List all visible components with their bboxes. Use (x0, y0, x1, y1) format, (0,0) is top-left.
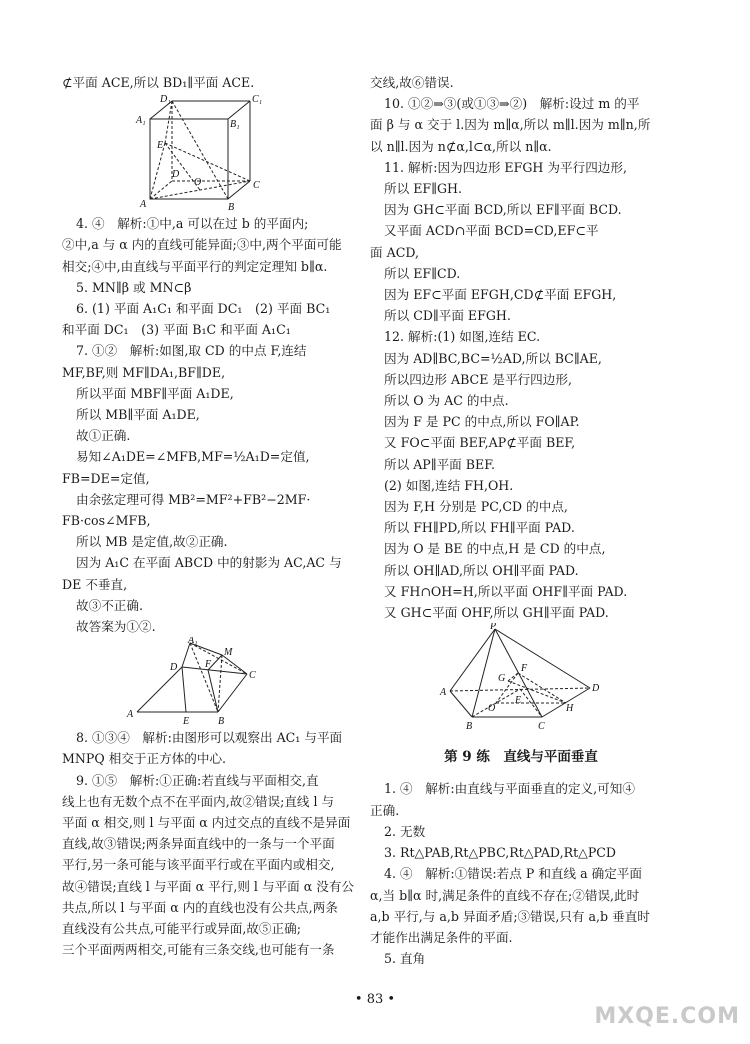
text-line: 又平面 ACD∩平面 BCD=CD,EF⊂平 (384, 223, 599, 239)
pyramid-label: O (488, 703, 496, 715)
wedge-label: B (218, 716, 225, 728)
wedge-label: F (205, 659, 212, 671)
text-line: 5. 直角 (384, 951, 426, 967)
text-line: 11. 解析:因为四边形 EFGH 为平行四边形, (384, 159, 627, 175)
pyramid-label: D (592, 683, 600, 695)
text-line: MNPQ 相交于正方体的中心. (62, 751, 227, 767)
text-line: 以 n∥l.因为 n⊄α,l⊂α,所以 n∥α. (370, 138, 552, 154)
text-line: 因为 GH⊂平面 BCD,所以 EF∥平面 BCD. (384, 202, 622, 218)
text-line: 因为 A₁C 在平面 ABCD 中的射影为 AC,AC 与 (76, 555, 342, 571)
cube-label: D₁ (160, 94, 171, 106)
pyramid-label: E (515, 695, 522, 707)
text-line: 交线,故⑥错误. (370, 75, 454, 90)
text-line: 6. (1) 平面 A₁C₁ 和平面 DC₁ (2) 平面 BC₁ (76, 301, 331, 317)
pyramid-figure (370, 623, 672, 733)
text-line: 4. ④ 解析:①错误:若点 P 和直线 a 确定平面 (384, 866, 642, 882)
wedge-label: C (249, 670, 256, 682)
text-line: 8. ①③④ 解析:由图形可以观察出 AC₁ 与平面 (76, 730, 343, 746)
cube-label: E (157, 140, 164, 152)
text-line: 1. ④ 解析:由直线与平面垂直的定义,可知④ (384, 781, 635, 797)
text-line: 5. MN∥β 或 MN⊂β (76, 279, 192, 295)
text-line: 共点,所以 l 与平面 α 内的直线也没有公共点,两条 (62, 899, 338, 915)
text-line: 所以 MB∥平面 A₁DE, (76, 407, 200, 423)
text-line: 2. 无数 (384, 823, 426, 839)
text-line: 所以 EF∥CD. (384, 265, 461, 281)
text-line: a,b 平行,与 a,b 异面矛盾;③错误,只有 a,b 垂直时 (370, 908, 650, 924)
text-line: 正确. (370, 802, 400, 818)
text-line: 7. ①② 解析:如图,取 CD 的中点 F,连结 (76, 343, 307, 359)
text-line: 又 FH∩OH=H,所以平面 OHF∥平面 PAD. (384, 583, 628, 599)
cube-label: B (228, 202, 235, 214)
text-line: 因为 F 是 PC 的中点,所以 FO∥AP. (384, 414, 580, 430)
text-line: ⊄平面 ACE,所以 BD₁∥平面 ACE. (62, 75, 255, 90)
text-line: 和平面 DC₁ (3) 平面 B₁C 和平面 A₁C₁ (62, 322, 291, 338)
cube-figure (62, 93, 354, 213)
text-line: 所以 OH∥AD,所以 OH∥平面 PAD. (384, 562, 579, 578)
text-line: 直线没有公共点,可能平行或异面,故⑤正确; (62, 921, 301, 937)
text-line: 因为 F,H 分别是 PC,CD 的中点, (384, 499, 568, 515)
text-line: (2) 如图,连结 FH,OH. (384, 477, 514, 493)
watermark: MXQE.COM (594, 1004, 740, 1029)
text-line: 所以 O 为 AC 的中点. (384, 393, 509, 409)
text-line: 面 β 与 α 交于 l.因为 m∥α,所以 m∥l.因为 m∥n,所 (370, 117, 651, 133)
text-line: 又 GH⊂平面 OHF,所以 GH∥平面 PAD. (384, 605, 609, 621)
cube-label: B₁ (230, 119, 240, 131)
text-line: ②中,a 与 α 内的直线可能异面;③中,两个平面可能 (62, 237, 342, 253)
text-line: α,当 b∥α 时,满足条件的直线不存在;②错误,此时 (370, 887, 640, 903)
cube-label: A (140, 199, 147, 211)
text-line: 相交;④中,由直线与平面平行的判定定理知 b∥α. (62, 258, 328, 274)
text-line: 所以 AP∥平面 BEF. (384, 456, 495, 472)
text-line: 12. 解析:(1) 如图,连结 EC. (384, 329, 541, 345)
left-column (62, 72, 354, 961)
cube-label: C₁ (252, 94, 263, 106)
text-line: 才能作出满足条件的平面. (370, 929, 513, 945)
text-line: 故④错误;直线 l 与平面 α 平行,则 l 与平面 α 没有公 (62, 878, 355, 894)
pyramid-label: H (566, 703, 574, 715)
text-line: 所以平面 MBF∥平面 A₁DE, (76, 385, 234, 401)
pyramid-label: B (466, 721, 473, 733)
text-line: 所以四边形 ABCE 是平行四边形, (384, 371, 572, 387)
text-line: FB·cos∠MFB, (62, 513, 151, 529)
cube-label: O (194, 177, 202, 189)
section-title: 第 9 练 直线与平面垂直 (444, 749, 598, 766)
cube-label: D (172, 169, 180, 181)
text-line: 因为 EF⊂平面 EFGH,CD⊄平面 EFGH, (384, 287, 617, 303)
text-line: 平面 α 相交,则 l 与平面 α 内过交点的直线不是异面 (62, 815, 351, 831)
text-line: 故答案为①②. (76, 619, 156, 635)
text-line: 所以 CD∥平面 EFGH. (384, 308, 511, 324)
wedge-label: A₁ (188, 637, 198, 647)
pyramid-label: P (490, 623, 497, 633)
wedge-figure (62, 637, 354, 727)
text-line: 又 FO⊂平面 BEF,AP⊄平面 BEF, (384, 435, 576, 451)
text-line: 易知∠A₁DE=∠MFB,MF=½A₁D=定值, (76, 449, 310, 465)
text-line: DE 不垂直, (62, 576, 128, 592)
text-line: 由余弦定理可得 MB²=MF²+FB²−2MF· (76, 491, 311, 507)
text-line: 因为 O 是 BE 的中点,H 是 CD 的中点, (384, 541, 606, 557)
right-column (370, 72, 672, 969)
text-line: 9. ①⑤ 解析:①正确:若直线与平面相交,直 (76, 772, 319, 788)
pyramid-label: G (498, 673, 506, 685)
text-line: 线上也有无数个点不在平面内,故②错误;直线 l 与 (62, 793, 335, 809)
cube-label: A₁ (136, 115, 146, 127)
text-line: 面 ACD, (370, 244, 419, 260)
page-number: • 83 • (354, 992, 396, 1007)
text-line: 平行,另一条可能与该平面平行或在平面内或相交, (62, 857, 335, 873)
text-line: 10. ①②⇒③(或①③⇒②) 解析:设过 m 的平 (384, 96, 640, 112)
text-line: 所以 FH∥PD,所以 FH∥平面 PAD. (384, 520, 575, 536)
text-line: 因为 AD∥BC,BC=½AD,所以 BC∥AE, (384, 350, 602, 366)
wedge-label: D (170, 662, 178, 674)
wedge-label: E (183, 716, 190, 728)
pyramid-label: A (440, 687, 447, 699)
text-line: 直线,故③错误;两条异面直线中的一条与一个平面 (62, 836, 335, 852)
cube-label: C (253, 180, 260, 192)
text-line: 所以 EF∥GH. (384, 181, 462, 197)
text-line: MF,BF,则 MF∥DA₁,BF∥DE, (62, 364, 226, 380)
text-line: 故③不正确. (76, 597, 143, 613)
wedge-label: M (224, 647, 233, 659)
text-line: 4. ④ 解析:①中,a 可以在过 b 的平面内; (76, 216, 309, 232)
text-line: 三个平面两两相交,可能有三条交线,也可能有一条 (62, 942, 335, 958)
text-line: 故①正确. (76, 428, 131, 444)
pyramid-label: F (521, 663, 528, 675)
text-line: FB=DE=定值, (62, 470, 150, 486)
pyramid-label: C (538, 721, 545, 733)
text-line: 3. Rt△PAB,Rt△PBC,Rt△PAD,Rt△PCD (384, 845, 617, 861)
wedge-label: A (127, 709, 134, 721)
text-line: 所以 MB 是定值,故②正确. (76, 534, 228, 550)
